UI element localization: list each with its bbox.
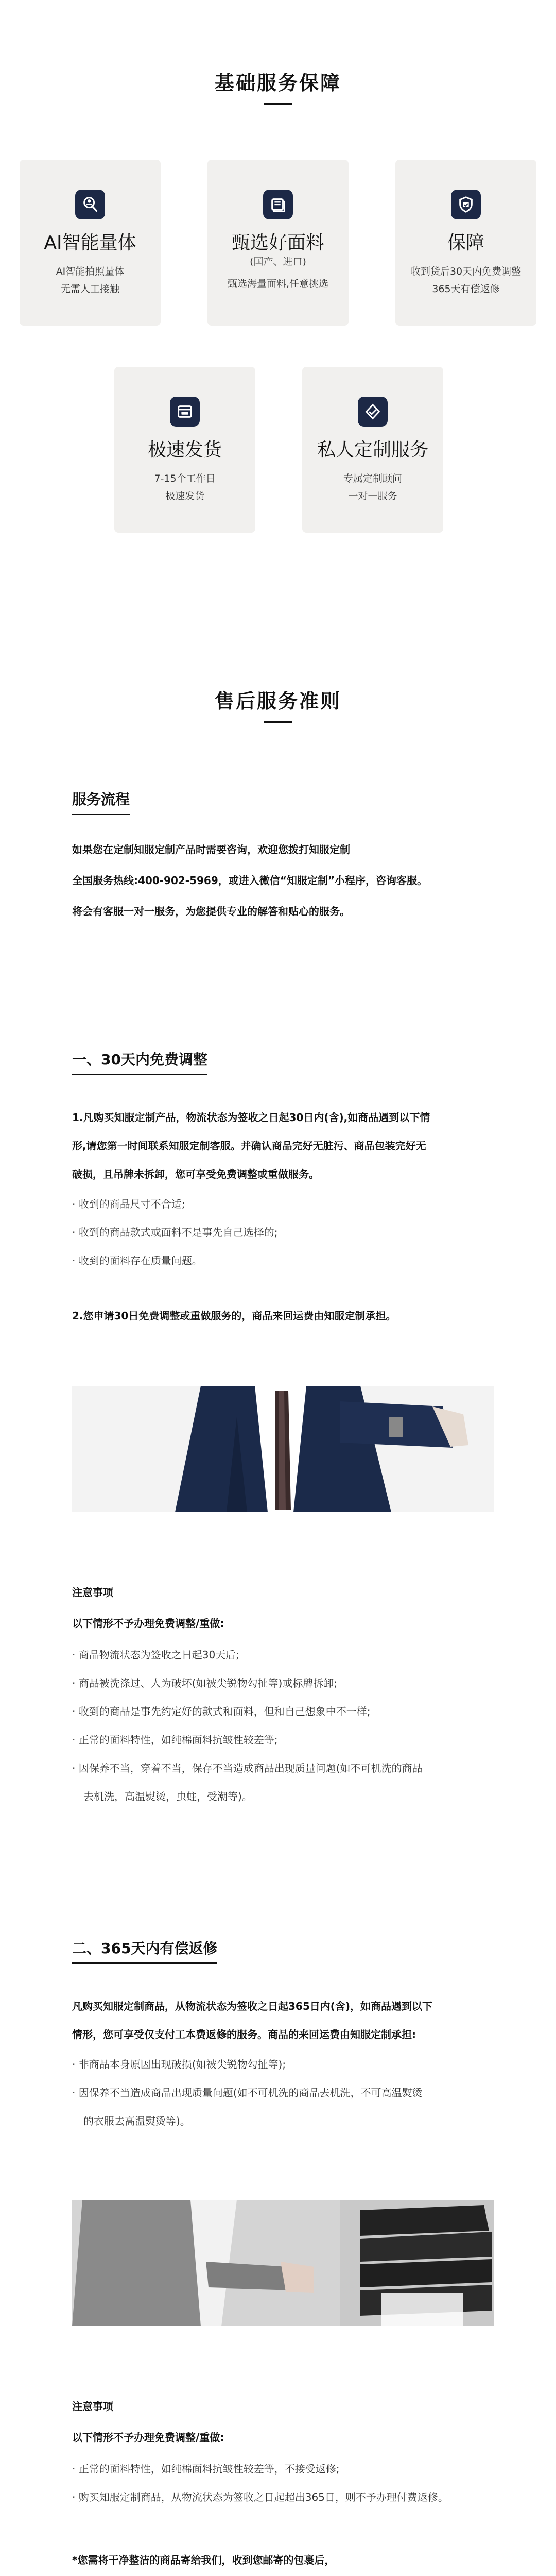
card-fast-delivery — [114, 367, 255, 533]
list-item: 的衣服去高温熨烫等)。 — [83, 2115, 190, 2127]
rule-text: 破损，且吊牌未拆卸，您可享受免费调整或重做服务。 — [72, 1168, 319, 1180]
process-text: 将会有客服一对一服务，为您提供专业的解答和贴心的服务。 — [72, 905, 350, 918]
list-item: · 因保养不当造成商品出现质量问题(如不可机洗的商品去机洗，不可高温熨烫 — [72, 2087, 423, 2099]
card-desc: 无需人工接触 — [60, 283, 119, 295]
card-title: 私人定制服务 — [317, 439, 428, 461]
card-desc: 极速发货 — [165, 490, 204, 502]
heading-30-days: 一、30天内免费调整 — [72, 1048, 207, 1069]
rule-text: 凡购买知服定制商品，从物流状态为签收之日起365日内(含)，如商品遇到以下 — [72, 2000, 433, 2012]
card-subtitle: (国产、进口) — [250, 256, 306, 267]
note-item: · 商品被洗涤过、人为破坏(如被尖锐物勾扯等)或标牌拆卸; — [72, 1677, 338, 1689]
suit-photo — [72, 1386, 494, 1512]
card-desc: 甄选海量面料,任意挑选 — [227, 278, 329, 290]
rule-text: 形,请您第一时间联系知服定制客服。并确认商品完好无脏污、商品包装完好无 — [72, 1140, 426, 1152]
diamond-icon — [358, 397, 388, 427]
list-item: · 非商品本身原因出现破损(如被尖锐物勾扯等); — [72, 2058, 286, 2071]
list-item: · 收到的商品尺寸不合适; — [72, 1198, 185, 1210]
list-item: · 收到的面料存在质量问题。 — [72, 1255, 202, 1267]
final-note: *您需将干净整洁的商品寄给我们，收到您邮寄的包裹后， — [72, 2554, 335, 2566]
rule-text: 2.您申请30日免费调整或重做服务的，商品来回运费由知服定制承担。 — [72, 1310, 396, 1322]
card-fabric — [207, 160, 349, 326]
magnifier-person-icon — [75, 190, 105, 219]
card-desc: 专属定制顾问 — [343, 473, 402, 484]
note-item: · 正常的面料特性，如纯棉面料抗皱性较差等; — [72, 1734, 278, 1746]
process-hotline: 全国服务热线:400-902-5969，或进入微信“知服定制”小程序，咨询客服。 — [72, 874, 428, 887]
section-title-after-sales: 售后服务准则 — [0, 685, 556, 723]
shield-check-icon — [451, 190, 481, 219]
rule-text: 情形，您可享受仅支付工本费返修的服务。商品的来回运费由知服定制承担: — [72, 2028, 416, 2041]
card-title: 保障 — [447, 232, 484, 253]
heading-service-process: 服务流程 — [72, 788, 130, 809]
note-title: 注意事项 — [72, 2400, 113, 2413]
section-title-basics: 基础服务保障 — [0, 67, 556, 105]
note-title: 注意事项 — [72, 1586, 113, 1599]
card-title: AI智能量体 — [44, 232, 136, 253]
note-item: · 因保养不当，穿着不当，保存不当造成商品出现质量问题(如不可机洗的商品 — [72, 1762, 423, 1774]
note-item: · 购买知服定制商品，从物流状态为签收之日起超出365日，则不予办理付费返修。 — [72, 2491, 448, 2503]
note-subtitle: 以下情形不予办理免费调整/重做: — [72, 1617, 224, 1630]
rule-text: 1.凡购买知服定制产品，物流状态为签收之日起30日内(含),如商品遇到以下情 — [72, 1111, 430, 1124]
note-item: · 正常的面料特性，如纯棉面料抗皱性较差等，不接受返修; — [72, 2463, 340, 2475]
card-desc: 7-15个工作日 — [154, 473, 216, 484]
card-desc: AI智能拍照量体 — [56, 266, 125, 277]
fabric-roll-icon — [263, 190, 293, 219]
card-ai-measure — [20, 160, 161, 326]
card-desc: 365天有偿返修 — [432, 283, 500, 295]
heading-365-days: 二、365天内有偿返修 — [72, 1937, 217, 1958]
list-item: · 收到的商品款式或面料不是事先自己选择的; — [72, 1226, 278, 1239]
note-item: 去机洗，高温熨烫，虫蛀，受潮等)。 — [83, 1790, 252, 1803]
card-private-custom — [302, 367, 443, 533]
card-desc: 一对一服务 — [348, 490, 397, 502]
suit-repair-photo — [72, 2200, 494, 2326]
card-title: 极速发货 — [147, 439, 222, 461]
delivery-box-icon — [170, 397, 200, 427]
card-guarantee — [395, 160, 536, 326]
note-item: · 商品物流状态为签收之日起30天后; — [72, 1649, 239, 1661]
card-title: 甄选好面料 — [231, 232, 324, 253]
process-text: 如果您在定制知服定制产品时需要咨询，欢迎您拨打知服定制 — [72, 843, 350, 856]
note-item: · 收到的商品是事先约定好的款式和面料，但和自己想象中不一样; — [72, 1705, 371, 1718]
note-subtitle: 以下情形不予办理免费调整/重做: — [72, 2431, 224, 2444]
card-desc: 收到货后30天内免费调整 — [410, 266, 522, 277]
